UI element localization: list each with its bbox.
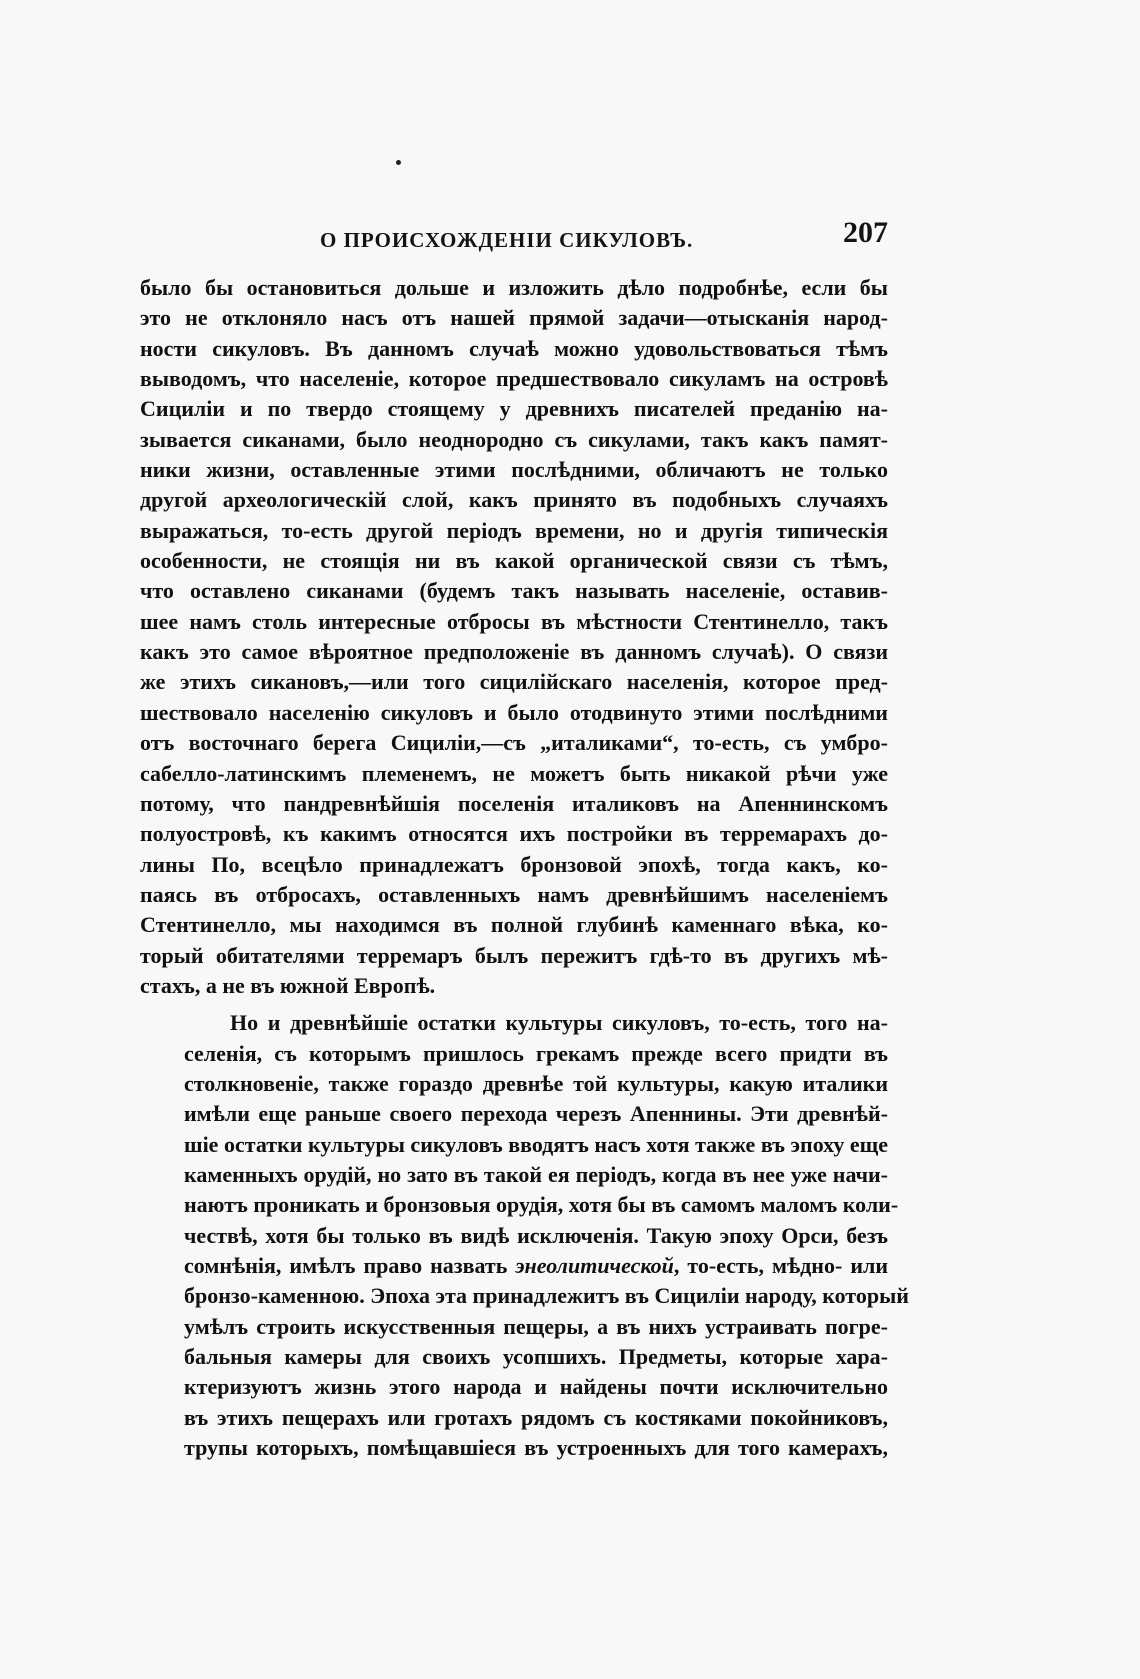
text-line: торый обитателями терремаръ былъ пережитъ гдѣ-то въ другихъ мѣ- — [140, 942, 888, 968]
ink-speck — [396, 160, 401, 165]
page-number: 207 — [843, 216, 888, 249]
text-line: умѣлъ строить искусственныя пещеры, а въ нихъ устраивать погре- — [184, 1313, 888, 1339]
text-line — [140, 1251, 888, 1281]
text-line: каменныхъ орудій, но зато въ такой ея періодъ, когда въ нее уже начи- — [184, 1161, 888, 1187]
text-segment: сомнѣнія, имѣлъ право назвать — [184, 1253, 508, 1278]
text-line: столкновеніе, также гораздо древнѣе той культуры, какую италики — [184, 1070, 888, 1096]
text-line: это не отклоняло насъ отъ нашей прямой задачи—отысканія народ- — [140, 305, 888, 331]
text-line: лины По, всецѣло принадлежатъ бронзовой эпохѣ, тогда какъ, ко- — [140, 851, 888, 877]
page-header — [140, 216, 888, 260]
text-line: стахъ, а не въ южной Европѣ. — [140, 972, 436, 998]
text-line: было бы остановиться дольше и изложить дѣло подробнѣе, если бы — [140, 275, 888, 300]
text-line: выводомъ, что населеніе, которое предшествовало сикуламъ на островѣ — [140, 366, 888, 392]
text-line: бронзо-каменною. Эпоха эта принадлежитъ въ Сициліи народу, который — [184, 1283, 909, 1309]
text-line: особенности, не стоящія ни въ какой органической связи съ тѣмъ, — [140, 548, 888, 574]
text-line: зывается сиканами, было неоднородно съ сикулами, такъ какъ памят- — [140, 426, 888, 452]
text-line: Но и древнѣйшіе остатки культуры сикуловъ, то-есть, того на- — [230, 1010, 888, 1036]
text-line: Стентинелло, мы находимся въ полной глубинѣ каменнаго вѣка, ко- — [140, 912, 888, 938]
text-line: отъ восточнаго берега Сициліи,—съ „италиками“, то-есть, съ умбро- — [140, 730, 888, 756]
text-line: наютъ проникать и бронзовыя орудія, хотя бы въ самомъ маломъ коли- — [184, 1192, 899, 1218]
text-line: сабелло-латинскимъ племенемъ, не можетъ быть никакой рѣчи уже — [140, 760, 888, 786]
paragraph-2 — [140, 1008, 909, 1463]
text-line: чествѣ, хотя бы только въ видѣ исключенія. Такую эпоху Орси, безъ — [184, 1222, 888, 1248]
text-line: шествовало населенію сикуловъ и было отодвинуто этими послѣдними — [140, 699, 888, 725]
text-line: же этихъ сикановъ,—или того сицилійскаго населенія, которое пред- — [140, 669, 888, 695]
body-text — [140, 273, 909, 1463]
text-line: потому, что пандревнѣйшія поселенія италиковъ на Апеннинскомъ — [140, 790, 888, 816]
text-line: бальныя камеры для своихъ усопшихъ. Предметы, которые хара- — [184, 1344, 888, 1370]
text-line: ники жизни, оставленные этими послѣдними, обличаютъ не только — [140, 457, 888, 483]
text-line: въ этихъ пещерахъ или гротахъ рядомъ съ костяками покойниковъ, — [184, 1404, 888, 1430]
text-line: шее намъ столь интересные отбросы въ мѣстности Стентинелло, такъ — [140, 608, 888, 634]
text-line: трупы которыхъ, помѣщавшіеся въ устроенныхъ для того камерахъ, — [184, 1435, 888, 1461]
italic-term: энеолитической — [515, 1253, 674, 1278]
text-line: имѣли еще раньше своего перехода черезъ Апеннины. Эти древнѣй- — [184, 1101, 888, 1127]
text-line: что оставлено сиканами (будемъ такъ называть населеніе, оставив- — [140, 578, 888, 604]
text-line: Сициліи и по твердо стоящему у древнихъ писателей преданію на- — [140, 396, 888, 422]
running-title: О ПРОИСХОЖДЕНІИ СИКУЛОВЪ. — [320, 228, 694, 252]
paragraph-1 — [140, 273, 888, 1001]
text-line: селенія, съ которымъ пришлось грекамъ прежде всего придти въ — [184, 1040, 888, 1066]
text-line: паясь въ отбросахъ, оставленныхъ намъ древнѣйшимъ населеніемъ — [140, 881, 888, 907]
text-line: полуостровѣ, къ какимъ относятся ихъ постройки въ терремарахъ до- — [140, 821, 888, 847]
text-line: ности сикуловъ. Въ данномъ случаѣ можно удовольствоваться тѣмъ — [140, 335, 888, 361]
text-segment: , то-есть, мѣдно- или — [673, 1253, 889, 1278]
text-line: какъ это самое вѣроятное предположеніе въ данномъ случаѣ). О связи — [140, 639, 888, 665]
text-line: ктеризуютъ жизнь этого народа и найдены почти исключительно — [184, 1374, 888, 1400]
text-line: шіе остатки культуры сикуловъ вводятъ насъ хотя также въ эпоху еще — [184, 1131, 888, 1157]
text-line: другой археологическій слой, какъ принято въ подобныхъ случаяхъ — [140, 487, 888, 513]
text-line: выражаться, то-есть другой періодъ времени, но и другія типическія — [140, 517, 888, 543]
